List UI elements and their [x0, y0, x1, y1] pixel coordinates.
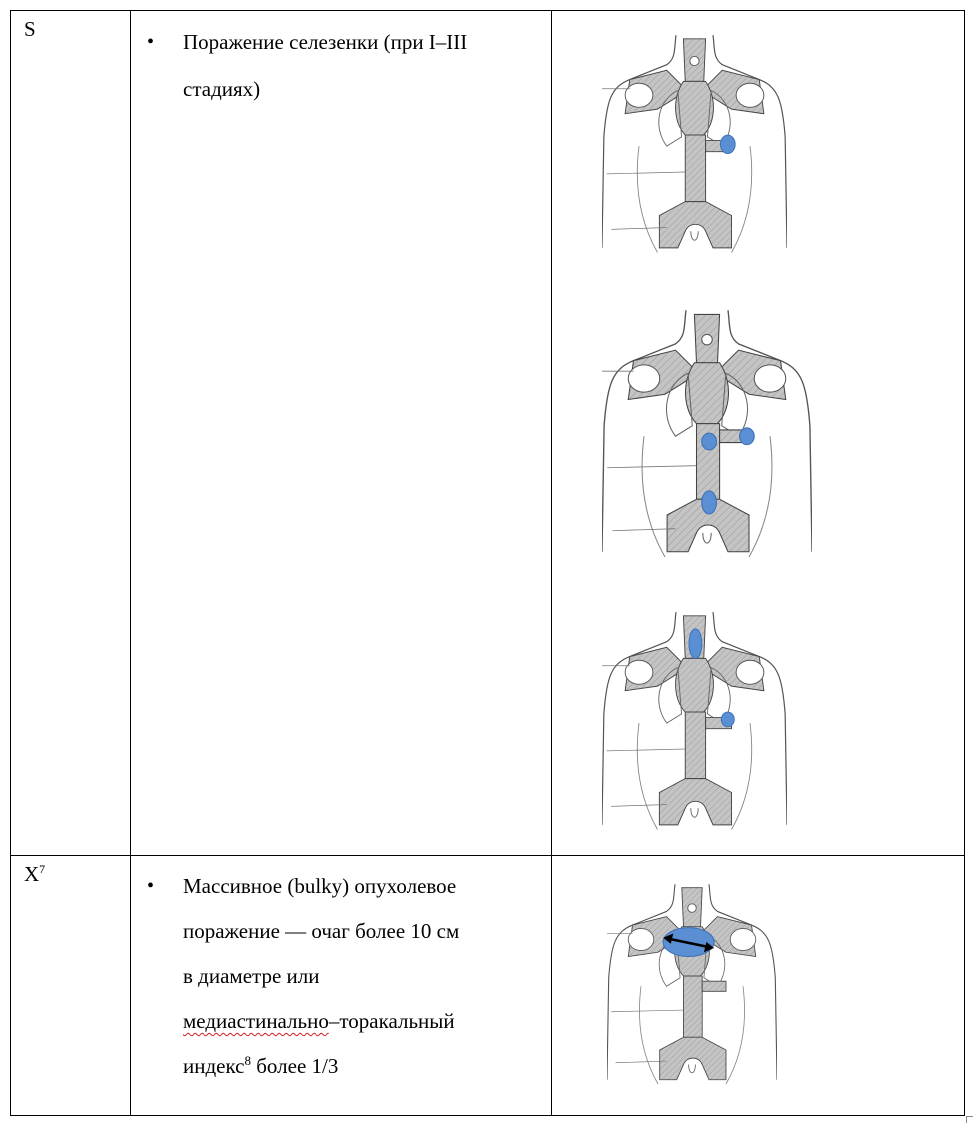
code-label: [11, 856, 130, 887]
page-corner-mark: [966, 1116, 973, 1123]
body-diagram-spleen-cervical: [602, 591, 787, 846]
figure-cell: [552, 856, 965, 1116]
code-cell: [11, 11, 131, 856]
body-diagram-mediastinal-bulky: [607, 862, 777, 1102]
lesion-marker: [721, 712, 734, 727]
bullet-line: • Поражение селезенки (при I–III: [183, 30, 468, 54]
code-letter: S: [24, 17, 36, 41]
figure-cell: [552, 11, 965, 856]
bullet-text: индекс: [183, 1054, 245, 1078]
body-diagram-spleen-abdominal: [602, 291, 812, 571]
lesion-marker: [740, 428, 755, 445]
lesion-marker: [702, 491, 717, 514]
bullet-line: [183, 1044, 537, 1089]
table-row: [11, 11, 965, 856]
code-label: [11, 11, 130, 42]
code-cell: [11, 856, 131, 1116]
lesion-marker: [702, 433, 717, 450]
staging-table: [10, 10, 965, 1116]
body-diagram-spleen: [602, 19, 787, 264]
bullet-line: стадиях): [183, 77, 261, 101]
footnote-ref: 7: [39, 862, 46, 876]
lesion-marker: [689, 629, 702, 659]
code-letter: X: [24, 862, 40, 886]
bullet-text: –торакальный: [328, 1009, 455, 1033]
bullet-line: поражение — очаг более 10 см: [183, 919, 460, 943]
table-row: [11, 856, 965, 1116]
spellcheck-word: медиастинально: [183, 1009, 329, 1033]
bullet-line: в диаметре или: [183, 964, 320, 988]
description-cell: [131, 856, 552, 1116]
description-cell: [131, 11, 552, 856]
footnote-ref: 8: [244, 1053, 251, 1068]
bullet-item: [131, 11, 551, 113]
bullet-line: • Массивное (bulky) опухолевое: [183, 874, 457, 898]
lesion-marker: [720, 135, 735, 154]
bullet-line: [183, 999, 537, 1044]
bullet-item: [131, 856, 551, 1089]
bullet-text: более 1/3: [250, 1054, 339, 1078]
